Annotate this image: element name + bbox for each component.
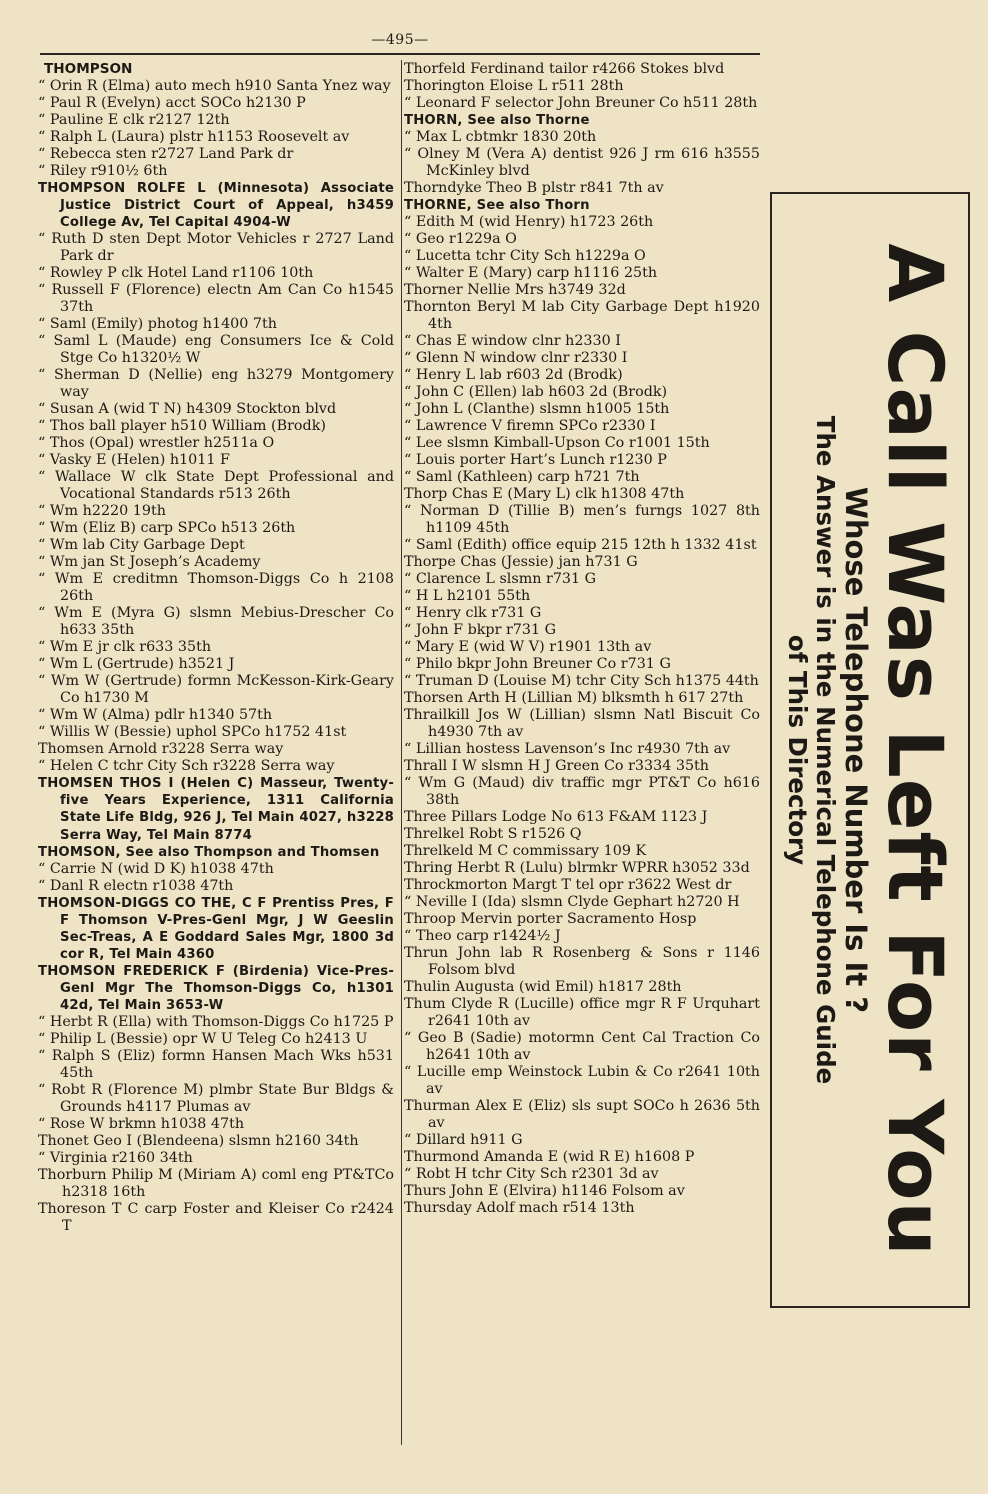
directory-entry: “ Wm L (Gertrude) h3521 J — [38, 656, 235, 673]
directory-entry: “ Herbt R (Ella) with Thomson-Diggs Co h1725 P — [38, 1014, 394, 1031]
directory-entry: “ Norman D (Tillie B) men’s furngs 1027 8th h1109 45th — [404, 503, 760, 537]
directory-entry: Threlkeld M C commissary 109 K — [404, 843, 647, 860]
left-column — [38, 61, 394, 1235]
directory-entry: Thrall I W slsmn H J Green Co r3334 35th — [404, 758, 709, 775]
ad-answer-line: The Answer is in the Numerical Telephone Guide — [811, 415, 840, 1085]
directory-entry: Thorndyke Theo B plstr r841 7th av — [404, 180, 664, 197]
directory-entry: “ John L (Clanthe) slsmn h1005 15th — [404, 401, 670, 418]
directory-entry: “ Wm E creditmn Thomson-Diggs Co h 2108 26th — [38, 571, 394, 605]
directory-entry: Thorburn Philip M (Miriam A) coml eng PT&TCo h2318 16th — [38, 1167, 394, 1201]
directory-entry: Thornton Beryl M lab City Garbage Dept h1920 4th — [404, 299, 760, 333]
directory-entry: “ Lucille emp Weinstock Lubin & Co r2641 10th av — [404, 1064, 760, 1098]
directory-entry: Threlkel Robt S r1526 Q — [404, 826, 582, 843]
directory-entry: “ Wm E (Myra G) slsmn Mebius-Drescher Co h633 35th — [38, 605, 394, 639]
directory-entry: Thoreson T C carp Foster and Kleiser Co r2424 T — [38, 1201, 394, 1235]
header-rule — [40, 53, 760, 55]
directory-entry: “ Vasky E (Helen) h1011 F — [38, 452, 230, 469]
directory-entry: “ Helen C tchr City Sch r3228 Serra way — [38, 758, 335, 775]
directory-entry: “ Clarence L slsmn r731 G — [404, 571, 597, 588]
directory-entry: “ Saml (Kathleen) carp h721 7th — [404, 469, 640, 486]
directory-entry: “ Lucetta tchr City Sch h1229a O — [404, 248, 646, 265]
directory-entry: Thurs John E (Elvira) h1146 Folsom av — [404, 1183, 685, 1200]
directory-entry: THOMSON FREDERICK F (Birdenia) Vice-Pres-Genl Mgr The Thomson-Diggs Co, h1301 42d, Tel Main 3653-W — [38, 964, 394, 1014]
directory-entry: “ Mary E (wid W V) r1901 13th av — [404, 639, 652, 656]
directory-entry: “ Philip L (Bessie) opr W U Teleg Co h2413 U — [38, 1031, 368, 1048]
directory-entry: “ Glenn N window clnr r2330 I — [404, 350, 628, 367]
middle-column — [404, 61, 760, 1217]
directory-entry: “ Truman D (Louise M) tchr City Sch h1375 44th — [404, 673, 759, 690]
directory-entry: Thonet Geo I (Blendeena) slsmn h2160 34th — [38, 1133, 359, 1150]
directory-entry: Thursday Adolf mach r514 13th — [404, 1200, 635, 1217]
directory-entry: “ Orin R (Elma) auto mech h910 Santa Ynez way — [38, 78, 391, 94]
directory-entry: “ Wm G (Maud) div traffic mgr PT&T Co h616 38th — [404, 775, 760, 809]
directory-entry: “ Chas E window clnr h2330 I — [404, 333, 621, 350]
directory-entry: Thurmond Amanda E (wid R E) h1608 P — [404, 1149, 695, 1166]
directory-entry: “ Wm (Eliz B) carp SPCo h513 26th — [38, 520, 296, 537]
directory-entry: “ Wm lab City Garbage Dept — [38, 537, 245, 554]
directory-entry: “ Susan A (wid T N) h4309 Stockton blvd — [38, 401, 337, 418]
directory-entry: Thorsen Arth H (Lillian M) blksmth h 617 27th — [404, 690, 744, 707]
directory-entry: “ Rose W brkmn h1038 47th — [38, 1116, 245, 1133]
advertisement-text — [775, 210, 965, 1290]
directory-entry: “ Geo B (Sadie) motormn Cent Cal Traction Co h2641 10th av — [404, 1030, 760, 1064]
directory-entry: “ Theo carp r1424½ J — [404, 928, 561, 945]
directory-entry: THOMPSON ROLFE L (Minnesota) Associate Justice District Court of Appeal, h3459 College Av, Tel Capital 4904-W — [38, 181, 394, 231]
directory-entry: “ Robt R (Florence M) plmbr State Bur Bldgs & Grounds h4117 Plumas av — [38, 1082, 394, 1116]
directory-entry: Thulin Augusta (wid Emil) h1817 28th — [404, 979, 682, 996]
page-number: —495— — [371, 32, 429, 48]
directory-entry: “ Olney M (Vera A) dentist 926 J rm 616 h3555 McKinley blvd — [404, 146, 760, 180]
directory-entry: “ Pauline E clk r2127 12th — [38, 112, 230, 128]
directory-entry: “ Wm W (Alma) pdlr h1340 57th — [38, 707, 273, 724]
directory-entry: “ Henry L lab r603 2d (Brodk) — [404, 367, 623, 384]
directory-entry: Thrun John lab R Rosenberg & Sons r 1146 Folsom blvd — [404, 945, 760, 979]
directory-entry: Thorfeld Ferdinand tailor r4266 Stokes blvd — [404, 61, 725, 77]
directory-entry: “ Wm jan St Joseph’s Academy — [38, 554, 261, 571]
directory-entry: “ Rowley P clk Hotel Land r1106 10th — [38, 265, 314, 282]
directory-entry: Thrailkill Jos W (Lillian) slsmn Natl Biscuit Co h4930 7th av — [404, 707, 760, 741]
advertisement-box — [770, 192, 970, 1308]
directory-entry: “ Carrie N (wid D K) h1038 47th — [38, 860, 274, 877]
directory-entry: “ Saml (Edith) office equip 215 12th h 1332 41st — [404, 537, 757, 554]
directory-entry: “ Walter E (Mary) carp h1116 25th — [404, 265, 658, 282]
directory-entry: “ Saml (Emily) photog h1400 7th — [38, 316, 277, 333]
directory-entry: “ Paul R (Evelyn) acct SOCo h2130 P — [38, 95, 306, 111]
directory-entry: THORN, See also Thorne — [404, 113, 590, 128]
directory-entry: Thring Herbt R (Lulu) blrmkr WPRR h3052 33d — [404, 860, 750, 877]
directory-entry: “ Philo bkpr John Breuner Co r731 G — [404, 656, 671, 673]
directory-entry: “ Edith M (wid Henry) h1723 26th — [404, 214, 654, 231]
directory-entry: “ Virginia r2160 34th — [38, 1150, 193, 1167]
directory-entry: THOMSON-DIGGS CO THE, C F Prentiss Pres, F F Thomson V-Pres-Genl Mgr, J W Geeslin Sec-Treas, A E Goddard Sales Mgr, 1800 3d cor R, Tel Main 4360 — [38, 895, 394, 963]
ad-headline: A Call Was Left For You — [871, 243, 960, 1257]
directory-entry: THORNE, See also Thorn — [404, 198, 590, 214]
directory-entry: “ Louis porter Hart’s Lunch r1230 P — [404, 452, 667, 469]
directory-entry: “ John F bkpr r731 G — [404, 622, 557, 639]
column-divider — [401, 60, 402, 1445]
directory-entry: “ Wm E jr clk r633 35th — [38, 639, 212, 656]
directory-entry: “ Neville I (Ida) slsmn Clyde Gephart h2720 H — [404, 894, 740, 911]
directory-entry: “ Thos (Opal) wrestler h2511a O — [38, 435, 275, 452]
directory-entry: “ Dillard h911 G — [404, 1132, 523, 1149]
directory-entry: Throckmorton Margt T tel opr r3622 West dr — [404, 877, 732, 894]
directory-entry: Throop Mervin porter Sacramento Hosp — [404, 911, 697, 928]
directory-entry: “ Saml L (Maude) eng Consumers Ice & Cold Stge Co h1320½ W — [38, 333, 394, 367]
directory-entry: THOMSON, See also Thompson and Thomsen — [38, 844, 380, 860]
directory-entry: “ Russell F (Florence) electn Am Can Co h1545 37th — [38, 282, 394, 316]
directory-entry: “ Sherman D (Nellie) eng h3279 Montgomery way — [38, 367, 394, 401]
directory-entry: Thum Clyde R (Lucille) office mgr R F Urquhart r2641 10th av — [404, 996, 760, 1030]
directory-entry: “ Robt H tchr City Sch r2301 3d av — [404, 1166, 659, 1183]
directory-entry: Three Pillars Lodge No 613 F&AM 1123 J — [404, 809, 708, 826]
directory-entry: “ Leonard F selector John Breuner Co h511 28th — [404, 95, 758, 111]
directory-entry: “ Ruth D sten Dept Motor Vehicles r 2727 Land Park dr — [38, 231, 394, 265]
directory-entry: “ Henry clk r731 G — [404, 605, 542, 622]
directory-entry: Thorp Chas E (Mary L) clk h1308 47th — [404, 486, 685, 503]
ad-subheadline: Whose Telephone Number Is It ? — [839, 486, 873, 1014]
directory-entry: “ Riley r910½ 6th — [38, 163, 168, 179]
directory-entry: “ Lawrence V firemn SPCo r2330 I — [404, 418, 656, 435]
directory-entry: “ Willis W (Bessie) uphol SPCo h1752 41st — [38, 724, 347, 741]
directory-entry: THOMPSON — [44, 61, 133, 77]
directory-entry: “ Wm h2220 19th — [38, 503, 166, 520]
directory-entry: “ Max L cbtmkr 1830 20th — [404, 129, 597, 146]
directory-entry: “ Geo r1229a O — [404, 231, 517, 248]
directory-entry: “ Rebecca sten r2727 Land Park dr — [38, 146, 294, 162]
directory-entry: “ Wm W (Gertrude) formn McKesson-Kirk-Geary Co h1730 M — [38, 673, 394, 707]
directory-entry: Thorington Eloise L r511 28th — [404, 78, 624, 94]
directory-entry: “ John C (Ellen) lab h603 2d (Brodk) — [404, 384, 668, 401]
directory-entry: “ Wallace W clk State Dept Professional and Vocational Standards r513 26th — [38, 469, 394, 503]
directory-entry: “ Thos ball player h510 William (Brodk) — [38, 418, 326, 435]
directory-entry: “ Ralph L (Laura) plstr h1153 Roosevelt av — [38, 129, 350, 145]
directory-entry: THOMSEN THOS I (Helen C) Masseur, Twenty-five Years Experience, 1311 California State Life Bldg, 926 J, Tel Main 4027, h3228 Serra Way, Tel Main 8774 — [38, 776, 394, 843]
directory-entry: Thurman Alex E (Eliz) sls supt SOCo h 2636 5th av — [404, 1098, 760, 1132]
directory-entry: Thorner Nellie Mrs h3749 32d — [404, 282, 626, 299]
ad-directory-line: of This Directory — [783, 634, 812, 866]
directory-entry: “ Lillian hostess Lavenson’s Inc r4930 7th av — [404, 741, 731, 758]
directory-entry: Thomsen Arnold r3228 Serra way — [38, 741, 284, 758]
directory-entry: “ H L h2101 55th — [404, 588, 531, 605]
directory-entry: “ Lee slsmn Kimball-Upson Co r1001 15th — [404, 435, 710, 452]
directory-entry: Thorpe Chas (Jessie) jan h731 G — [404, 554, 638, 571]
directory-entry: “ Danl R electn r1038 47th — [38, 877, 234, 894]
directory-entry: “ Ralph S (Eliz) formn Hansen Mach Wks h531 45th — [38, 1048, 394, 1082]
